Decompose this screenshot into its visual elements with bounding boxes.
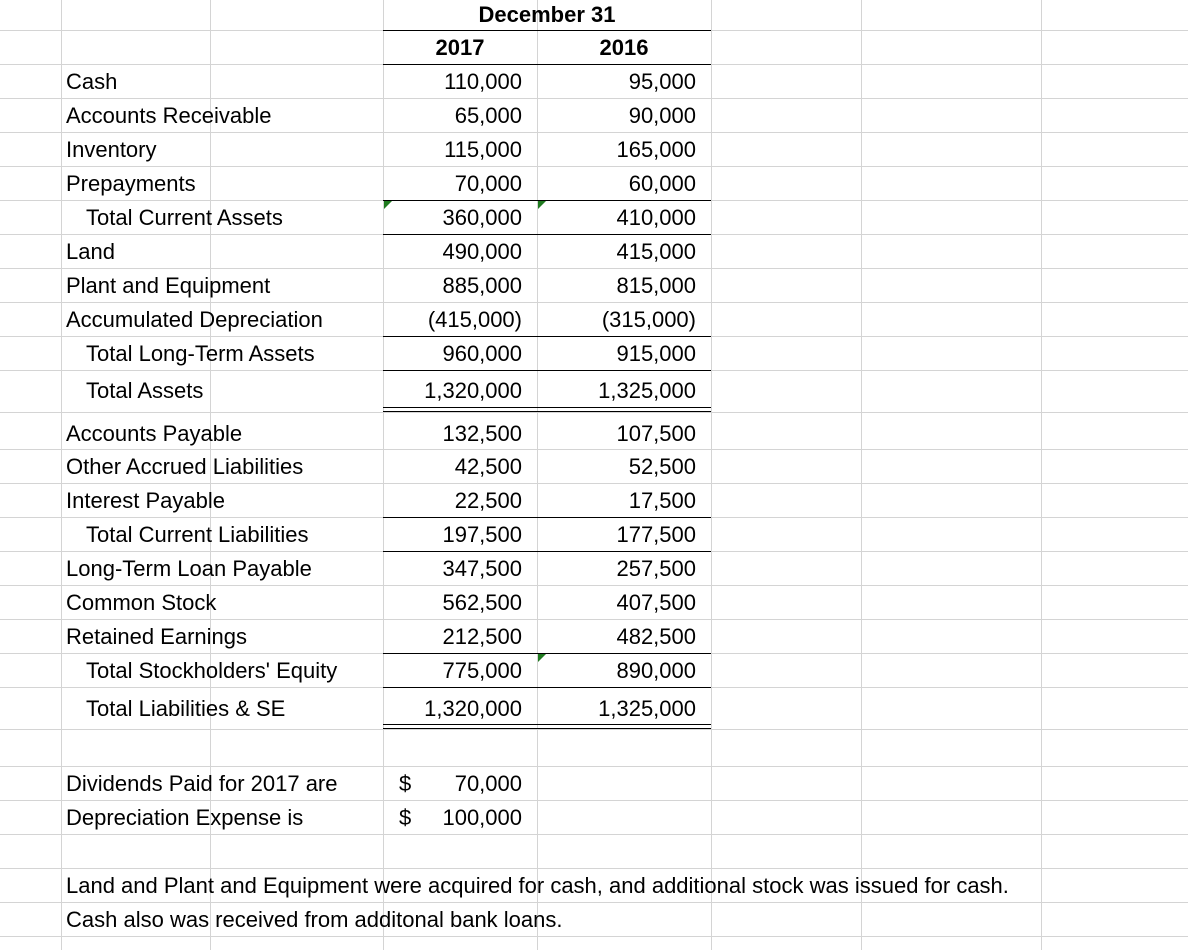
row-label: Total Liabilities & SE <box>86 696 286 721</box>
header-2017: 2017 <box>435 35 485 60</box>
row-gridline <box>0 834 1188 835</box>
col-gridline <box>1041 0 1042 950</box>
double-underline <box>383 728 711 729</box>
row-label: Total Assets <box>86 378 204 403</box>
value-2017: 960,000 <box>442 341 522 366</box>
row-label: Retained Earnings <box>66 624 248 649</box>
value-2016: 165,000 <box>616 137 696 162</box>
subtotal-line <box>383 370 711 371</box>
value-2017: 70,000 <box>454 171 522 196</box>
value-2016: 1,325,000 <box>598 378 696 403</box>
row-gridline <box>0 902 1188 903</box>
row-label: Accounts Payable <box>66 421 243 446</box>
value-2016: 815,000 <box>616 273 696 298</box>
value-2016: 482,500 <box>616 624 696 649</box>
depreciation-currency: $ <box>399 805 412 830</box>
value-2017: 885,000 <box>442 273 522 298</box>
row-gridline <box>0 729 1188 730</box>
depreciation-label: Depreciation Expense is <box>66 805 304 830</box>
row-gridline <box>0 412 1188 413</box>
row-gridline <box>0 483 1188 484</box>
value-2017: 212,500 <box>442 624 522 649</box>
row-gridline <box>0 585 1188 586</box>
double-underline <box>383 411 711 412</box>
value-2017: 22,500 <box>454 488 522 513</box>
value-2016: (315,000) <box>601 307 696 332</box>
note-line-1: Land and Plant and Equipment were acquired for cash, and additional stock was issued for cash. <box>66 873 1009 898</box>
row-label: Common Stock <box>66 590 217 615</box>
depreciation-value: 100,000 <box>442 805 522 830</box>
subtotal-line <box>383 200 711 201</box>
value-2016: 177,500 <box>616 522 696 547</box>
row-label: Total Stockholders' Equity <box>86 658 338 683</box>
row-label: Long-Term Loan Payable <box>66 556 312 581</box>
row-label: Cash <box>66 69 118 94</box>
subtotal-line <box>383 234 711 235</box>
row-label: Other Accrued Liabilities <box>66 454 304 479</box>
value-2017: 197,500 <box>442 522 522 547</box>
row-gridline <box>0 619 1188 620</box>
row-gridline <box>0 800 1188 801</box>
subtotal-line <box>383 687 711 688</box>
row-gridline <box>0 98 1188 99</box>
row-gridline <box>0 449 1188 450</box>
value-2016: 1,325,000 <box>598 696 696 721</box>
row-gridline <box>0 166 1188 167</box>
double-underline <box>383 724 711 725</box>
col-gridline <box>861 0 862 950</box>
value-2017: 1,320,000 <box>424 696 522 721</box>
header-2016: 2016 <box>599 35 649 60</box>
value-2016: 52,500 <box>628 454 696 479</box>
row-label: Accounts Receivable <box>66 103 272 128</box>
dividends-currency: $ <box>399 771 412 796</box>
dividends-label: Dividends Paid for 2017 are <box>66 771 338 796</box>
value-2016: 890,000 <box>616 658 696 683</box>
header-underline <box>383 64 711 65</box>
value-2017: 110,000 <box>444 69 522 94</box>
col-gridline <box>61 0 62 950</box>
value-2016: 60,000 <box>628 171 696 196</box>
value-2017: (415,000) <box>427 307 522 332</box>
value-2016: 410,000 <box>616 205 696 230</box>
double-underline <box>383 407 711 408</box>
subtotal-line <box>383 653 711 654</box>
row-gridline <box>0 132 1188 133</box>
row-label: Plant and Equipment <box>66 273 271 298</box>
value-2016: 90,000 <box>628 103 696 128</box>
subtotal-line <box>383 517 711 518</box>
row-label: Land <box>66 239 115 264</box>
row-label: Inventory <box>66 137 157 162</box>
value-2017: 115,000 <box>444 137 522 162</box>
note-line-2: Cash also was received from additonal bank loans. <box>66 907 563 932</box>
value-2017: 347,500 <box>442 556 522 581</box>
value-2017: 775,000 <box>442 658 522 683</box>
value-2017: 42,500 <box>454 454 522 479</box>
row-label: Total Long-Term Assets <box>86 341 315 366</box>
row-label: Total Current Assets <box>86 205 283 230</box>
value-2016: 257,500 <box>616 556 696 581</box>
row-gridline <box>0 936 1188 937</box>
value-2016: 17,500 <box>628 488 696 513</box>
row-label: Interest Payable <box>66 488 225 513</box>
value-2016: 107,500 <box>616 421 696 446</box>
row-label: Prepayments <box>66 171 196 196</box>
subtotal-line <box>383 336 711 337</box>
value-2016: 415,000 <box>616 239 696 264</box>
value-2017: 360,000 <box>442 205 522 230</box>
col-gridline <box>711 0 712 950</box>
value-2016: 407,500 <box>616 590 696 615</box>
value-2017: 65,000 <box>454 103 522 128</box>
header-underline <box>383 30 711 31</box>
row-label: Total Current Liabilities <box>86 522 309 547</box>
subtotal-line <box>383 551 711 552</box>
row-gridline <box>0 302 1188 303</box>
row-gridline <box>0 868 1188 869</box>
row-label: Accumulated Depreciation <box>66 307 323 332</box>
row-gridline <box>0 268 1188 269</box>
value-2016: 915,000 <box>616 341 696 366</box>
value-2017: 562,500 <box>442 590 522 615</box>
value-2016: 95,000 <box>628 69 696 94</box>
value-2017: 132,500 <box>442 421 522 446</box>
row-gridline <box>0 766 1188 767</box>
value-2017: 1,320,000 <box>424 378 522 403</box>
dividends-value: 70,000 <box>454 771 522 796</box>
value-2017: 490,000 <box>442 239 522 264</box>
header-title: December 31 <box>478 2 616 27</box>
